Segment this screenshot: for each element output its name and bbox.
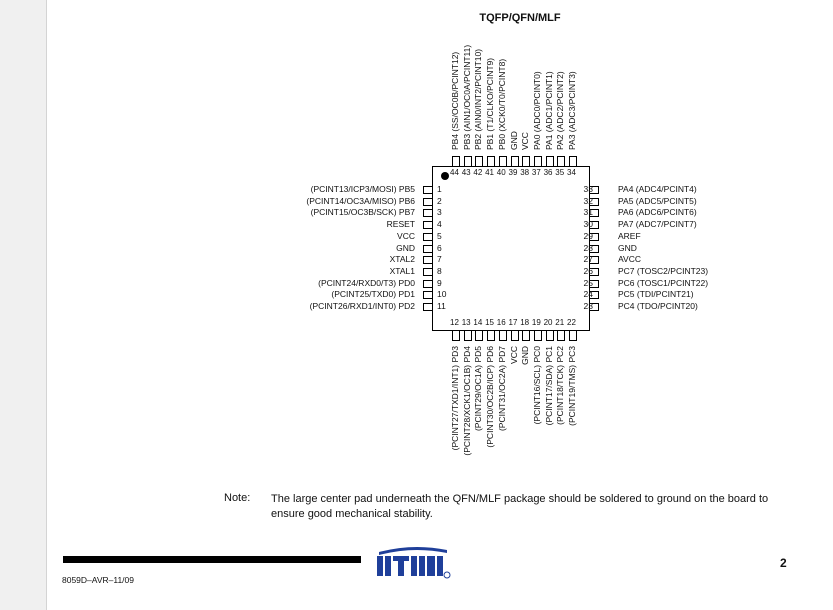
right-pin-label: AREF — [618, 230, 641, 241]
top-pin-label: VCC — [520, 132, 531, 150]
left-pin-label: VCC — [397, 230, 415, 241]
bottom-pin-number: 13 — [461, 318, 471, 327]
bottom-pin-label: (PCINT27/TXD1/INT1) PD3 — [450, 346, 460, 451]
left-pin-number: 5 — [437, 230, 442, 241]
left-pin-number: 2 — [437, 195, 442, 206]
pin-lead — [534, 156, 542, 166]
bottom-pin-label: GND — [520, 346, 531, 365]
top-pin-number: 38 — [520, 168, 530, 177]
top-pin-number: 34 — [567, 168, 576, 177]
package-title: TQFP/QFN/MLF — [479, 12, 561, 24]
pin-lead — [546, 331, 554, 341]
pin-lead — [423, 280, 432, 288]
right-pin-label: PA5 (ADC5/PCINT5) — [618, 195, 697, 206]
pin-lead — [423, 209, 432, 217]
top-pin-number: 35 — [555, 168, 565, 177]
top-pin-number: 36 — [543, 168, 553, 177]
pin-lead — [546, 156, 554, 166]
pin-lead — [534, 331, 542, 341]
pin-lead — [423, 268, 432, 276]
pin1-indicator-dot — [441, 172, 449, 180]
pin-lead — [487, 156, 495, 166]
bottom-pin-number: 21 — [555, 318, 565, 327]
left-pin-label: (PCINT15/OC3B/SCK) PB7 — [310, 207, 415, 218]
left-pin-label: (PCINT24/RXD0/T3) PD0 — [318, 277, 415, 288]
top-pin-label: PB0 (XCK0/T0/PCINT8) — [496, 58, 507, 150]
pin-lead — [452, 156, 460, 166]
left-pin-label: (PCINT25/TXD0) PD1 — [331, 289, 415, 300]
top-pin-label: PA2 (ADC2/PCINT2) — [555, 71, 566, 150]
top-pin-number: 43 — [461, 168, 471, 177]
right-pin-number: 30 — [583, 219, 593, 230]
pin-lead — [499, 156, 507, 166]
bottom-pin-label: (PCINT18/TCK) PC2 — [555, 346, 566, 425]
left-pin-number: 9 — [437, 277, 442, 288]
left-pin-number: 8 — [437, 265, 442, 276]
top-pin-number: 40 — [496, 168, 506, 177]
page-edge — [0, 0, 47, 610]
footer-bar — [63, 556, 361, 563]
top-pin-label: PB3 (AIN1/OC0A/PCINT11) — [461, 44, 472, 150]
pin-lead — [464, 331, 472, 341]
pin-lead — [499, 331, 507, 341]
right-pin-number: 23 — [583, 301, 593, 311]
right-pin-number: 26 — [583, 265, 593, 276]
right-pin-label: PA4 (ADC4/PCINT4) — [618, 184, 697, 194]
right-pin-label: PC7 (TOSC2/PCINT23) — [618, 265, 709, 276]
bottom-pin-label: (PCINT17/SDA) PC1 — [543, 346, 554, 426]
pin-lead — [423, 256, 432, 264]
pin-lead — [423, 303, 432, 311]
pin-lead — [557, 331, 565, 341]
chip-body — [432, 166, 590, 331]
right-pin-number: 25 — [583, 277, 593, 288]
pin-lead — [557, 156, 565, 166]
right-pin-label: PC4 (TDO/PCINT20) — [618, 301, 698, 311]
left-pin-number: 11 — [437, 301, 446, 311]
pin-lead — [423, 186, 432, 194]
pin-lead — [522, 331, 530, 341]
pin-lead — [511, 156, 519, 166]
document-id: 8059D–AVR–11/09 — [62, 575, 134, 585]
top-pin-number: 41 — [485, 168, 494, 177]
pin-lead — [511, 331, 519, 341]
note-text: The large center pad underneath the QFN/MLF package should be soldered to ground on the board to ensure good mechanical stability. — [271, 493, 769, 520]
right-pin-label: PC5 (TDI/PCINT21) — [618, 289, 694, 300]
pin-lead — [423, 221, 432, 229]
top-pin-label: PB1 (T1/CLKO/PCINT9) — [485, 57, 496, 150]
left-pin-label: (PCINT26/RXD1/INT0) PD2 — [309, 301, 415, 311]
left-pin-label: XTAL1 — [389, 265, 415, 276]
left-pin-number: 10 — [437, 289, 447, 300]
pin-lead — [569, 331, 577, 341]
top-pin-number: 39 — [508, 168, 518, 177]
top-pin-label: PB4 (SS/OC0B/PCINT12) — [450, 51, 460, 150]
left-pin-label: (PCINT14/OC3A/MISO) PB6 — [306, 195, 415, 206]
top-pin-label: PB2 (AIN0/INT2/PCINT10) — [473, 48, 484, 150]
bottom-pin-number: 20 — [543, 318, 553, 327]
pin-lead — [423, 245, 432, 253]
bottom-pin-number: 22 — [567, 318, 576, 327]
right-pin-number: 27 — [583, 254, 593, 265]
pin-lead — [569, 156, 577, 166]
top-pin-label: GND — [508, 131, 519, 150]
left-pin-label: (PCINT13/ICP3/MOSI) PB5 — [310, 184, 415, 194]
bottom-pin-label: (PCINT29/OC1A) PD5 — [473, 346, 484, 432]
right-pin-label: PA7 (ADC7/PCINT7) — [618, 219, 697, 230]
pin-lead — [452, 331, 460, 341]
bottom-pin-label: (PCINT28/XCK1/OC1B) PD4 — [461, 346, 472, 456]
left-pin-number: 6 — [437, 242, 442, 253]
left-pin-number: 3 — [437, 207, 442, 218]
left-pin-label: RESET — [386, 219, 415, 230]
top-pin-number: 37 — [531, 168, 541, 177]
top-pin-number: 44 — [450, 168, 459, 177]
right-pin-number: 31 — [583, 207, 593, 218]
right-pin-number: 29 — [583, 230, 593, 241]
right-pin-number: 33 — [583, 184, 593, 194]
pin-lead — [423, 198, 432, 206]
top-pin-label: PA3 (ADC3/PCINT3) — [567, 71, 577, 150]
top-pin-label: PA1 (ADC1/PCINT1) — [543, 71, 554, 150]
bottom-pin-label: (PCINT16/SCL) PC0 — [531, 346, 542, 425]
pin-lead — [522, 156, 530, 166]
bottom-pin-label: (PCINT31/OC2A) PD7 — [496, 346, 507, 432]
page-number: 2 — [780, 556, 787, 570]
top-pin-label: PA0 (ADC0/PCINT0) — [531, 71, 542, 150]
bottom-pin-label: (PCINT30/OC2B/ICP) PD6 — [485, 346, 496, 448]
atmel-logo — [373, 542, 451, 580]
pin-lead — [423, 291, 432, 299]
right-pin-number: 24 — [583, 289, 593, 300]
right-pin-number: 28 — [583, 242, 593, 253]
left-pin-number: 1 — [437, 184, 442, 194]
note-key: Note: — [224, 492, 251, 504]
bottom-pin-number: 17 — [508, 318, 518, 327]
left-pin-number: 4 — [437, 219, 442, 230]
right-pin-number: 32 — [583, 195, 593, 206]
pin-lead — [423, 233, 432, 241]
left-pin-label: XTAL2 — [389, 254, 415, 265]
right-pin-label: PC6 (TOSC1/PCINT22) — [618, 277, 709, 288]
bottom-pin-number: 16 — [496, 318, 506, 327]
bottom-pin-number: 15 — [485, 318, 494, 327]
pin-lead — [475, 156, 483, 166]
right-pin-label: PA6 (ADC6/PCINT6) — [618, 207, 697, 218]
left-pin-number: 7 — [437, 254, 442, 265]
right-pin-label: GND — [618, 242, 637, 253]
bottom-pin-number: 12 — [450, 318, 459, 327]
top-pin-number: 42 — [473, 168, 483, 177]
bottom-pin-label: VCC — [508, 346, 519, 364]
bottom-pin-label: (PCINT19/TMS) PC3 — [567, 346, 577, 426]
left-pin-label: GND — [396, 242, 415, 253]
pin-lead — [464, 156, 472, 166]
bottom-pin-number: 19 — [531, 318, 541, 327]
pin-lead — [487, 331, 495, 341]
bottom-pin-number: 18 — [520, 318, 530, 327]
pin-lead — [475, 331, 483, 341]
bottom-pin-number: 14 — [473, 318, 483, 327]
right-pin-label: AVCC — [618, 254, 641, 265]
